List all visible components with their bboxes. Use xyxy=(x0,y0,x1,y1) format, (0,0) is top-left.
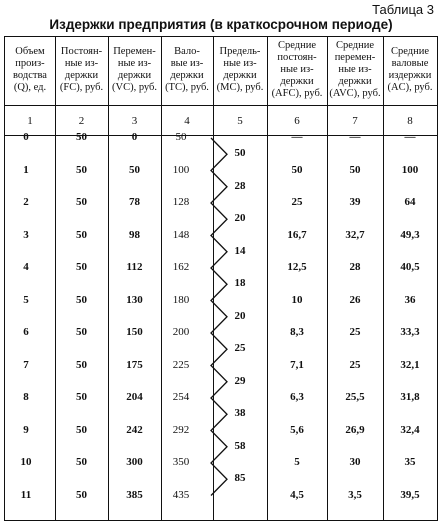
cell-ac: 35 xyxy=(404,456,416,468)
cell-fc: 50 xyxy=(76,358,87,371)
zigzag-connector xyxy=(5,37,437,522)
cell-ac: 32,4 xyxy=(400,423,420,436)
cell-mc: 25 xyxy=(234,342,246,355)
cell-tc: 435 xyxy=(172,488,190,501)
cell-fc: 50 xyxy=(76,488,87,501)
cell-tc: 292 xyxy=(172,423,190,436)
cell-fc: 50 xyxy=(76,228,87,241)
cell-tc: 350 xyxy=(172,456,190,468)
cell-fc: 50 xyxy=(76,131,87,143)
cell-avc: 28 xyxy=(349,261,361,273)
cell-vc: 50 xyxy=(129,163,140,176)
cell-q: 8 xyxy=(23,391,29,403)
column-header-label: Средние валовые издержки (AC), руб. xyxy=(387,46,433,93)
cell-ac: 100 xyxy=(401,163,419,176)
cell-vc: 204 xyxy=(126,391,143,403)
cell-afc: 50 xyxy=(291,163,303,176)
cell-fc: 50 xyxy=(76,196,87,208)
cell-mc: 58 xyxy=(234,439,246,452)
cell-q: 3 xyxy=(23,228,29,241)
cell-avc: 3,5 xyxy=(348,488,362,501)
cell-vc: 150 xyxy=(126,326,143,338)
cell-avc: 39 xyxy=(349,196,361,208)
cell-mc: 14 xyxy=(234,244,246,257)
column-number: 2 xyxy=(78,115,85,127)
cell-ac: 31,8 xyxy=(400,391,420,403)
cell-avc: 30 xyxy=(349,456,361,468)
cell-afc: 5 xyxy=(294,456,300,468)
cell-mc: 38 xyxy=(234,407,246,420)
cell-avc: — xyxy=(349,131,361,143)
cell-avc: 32,7 xyxy=(345,228,365,241)
cell-vc: 130 xyxy=(126,293,143,306)
column-header-label: Вало- вые из- держки (TC), руб. xyxy=(165,46,209,93)
cell-fc: 50 xyxy=(76,261,87,273)
cell-afc: 4,5 xyxy=(290,488,304,501)
cell-q: 1 xyxy=(23,163,29,176)
cell-tc: 180 xyxy=(172,293,190,306)
cell-q: 0 xyxy=(23,131,29,143)
cell-ac: 32,1 xyxy=(400,358,420,371)
table-caption: Таблица 3 xyxy=(372,2,434,17)
column-number: 3 xyxy=(131,115,138,127)
column-number: 4 xyxy=(184,115,190,127)
column-number: 8 xyxy=(407,115,413,127)
cell-vc: 0 xyxy=(131,131,138,143)
cell-avc: 25 xyxy=(349,326,361,338)
column-header-label: Средние перемен- ные из- держки (AVC), руб. xyxy=(329,40,381,99)
cell-fc: 50 xyxy=(76,293,87,306)
cell-q: 5 xyxy=(23,293,29,306)
cell-tc: 162 xyxy=(172,261,190,273)
column-number: 6 xyxy=(294,115,300,127)
cell-mc: 50 xyxy=(234,147,246,160)
cost-table xyxy=(4,36,438,521)
cell-ac: 49,3 xyxy=(400,228,420,241)
column-number: 5 xyxy=(237,115,243,127)
cell-q: 4 xyxy=(23,261,29,273)
cell-vc: 112 xyxy=(126,261,143,273)
column-number: 1 xyxy=(27,115,33,127)
cell-vc: 98 xyxy=(129,228,140,241)
cell-q: 7 xyxy=(23,358,29,371)
zigzag-line xyxy=(211,138,227,496)
table-title: Издержки предприятия (в краткосрочном периоде) xyxy=(49,17,393,32)
cell-vc: 242 xyxy=(126,423,143,436)
cell-avc: 25,5 xyxy=(345,391,365,403)
cell-fc: 50 xyxy=(76,423,87,436)
cell-tc: 50 xyxy=(175,131,187,143)
cell-vc: 175 xyxy=(126,358,143,371)
cell-ac: 36 xyxy=(404,293,416,306)
cell-tc: 254 xyxy=(172,391,190,403)
cell-afc: 10 xyxy=(291,293,303,306)
cell-avc: 26 xyxy=(349,293,361,306)
cell-q: 2 xyxy=(23,196,29,208)
cell-ac: — xyxy=(404,131,416,143)
cell-mc: 29 xyxy=(234,374,246,387)
cell-mc: 28 xyxy=(234,179,246,192)
cell-vc: 78 xyxy=(129,196,140,208)
column-header-label: Средние постоян- ные из- держки (AFC), руб. xyxy=(271,40,323,99)
column-header-label: Предель- ные из- держки (MC), руб. xyxy=(216,46,264,93)
column-header-label: Постоян- ные из- держки (FC), руб. xyxy=(59,46,104,93)
cell-afc: 16,7 xyxy=(287,228,307,241)
cell-mc: 20 xyxy=(234,212,246,225)
cell-tc: 148 xyxy=(172,228,190,241)
cell-q: 9 xyxy=(23,423,29,436)
cell-avc: 50 xyxy=(349,163,361,176)
cell-ac: 39,5 xyxy=(400,488,420,501)
cell-fc: 50 xyxy=(76,391,87,403)
cell-mc: 20 xyxy=(234,309,246,322)
cell-vc: 385 xyxy=(126,488,143,501)
cell-fc: 50 xyxy=(76,456,87,468)
cell-ac: 33,3 xyxy=(400,326,420,338)
cell-vc: 300 xyxy=(126,456,143,468)
cell-afc: 25 xyxy=(291,196,303,208)
cell-mc: 85 xyxy=(234,472,246,485)
cell-tc: 100 xyxy=(172,163,190,176)
cell-avc: 25 xyxy=(349,358,361,371)
cell-afc: 5,6 xyxy=(290,423,304,436)
cell-avc: 26,9 xyxy=(345,423,365,436)
cell-ac: 64 xyxy=(404,196,416,208)
cell-afc: 6,3 xyxy=(290,391,304,403)
cell-afc: 7,1 xyxy=(290,358,304,371)
cell-q: 6 xyxy=(23,326,29,338)
cell-q: 10 xyxy=(20,456,32,468)
column-header-label: Перемен- ные из- держки (VC), руб. xyxy=(111,46,158,93)
column-number: 7 xyxy=(352,115,358,127)
cell-mc: 18 xyxy=(234,277,246,290)
cell-tc: 225 xyxy=(172,358,190,371)
cell-tc: 128 xyxy=(172,196,190,208)
cell-fc: 50 xyxy=(76,163,87,176)
cell-afc: — xyxy=(291,131,303,143)
cell-afc: 8,3 xyxy=(290,326,304,338)
cell-fc: 50 xyxy=(76,326,87,338)
cell-afc: 12,5 xyxy=(287,261,307,273)
column-header-label: Объем произ- водства (Q), ед. xyxy=(13,46,47,93)
cell-ac: 40,5 xyxy=(400,261,420,273)
cell-q: 11 xyxy=(20,488,32,501)
cell-tc: 200 xyxy=(172,326,190,338)
